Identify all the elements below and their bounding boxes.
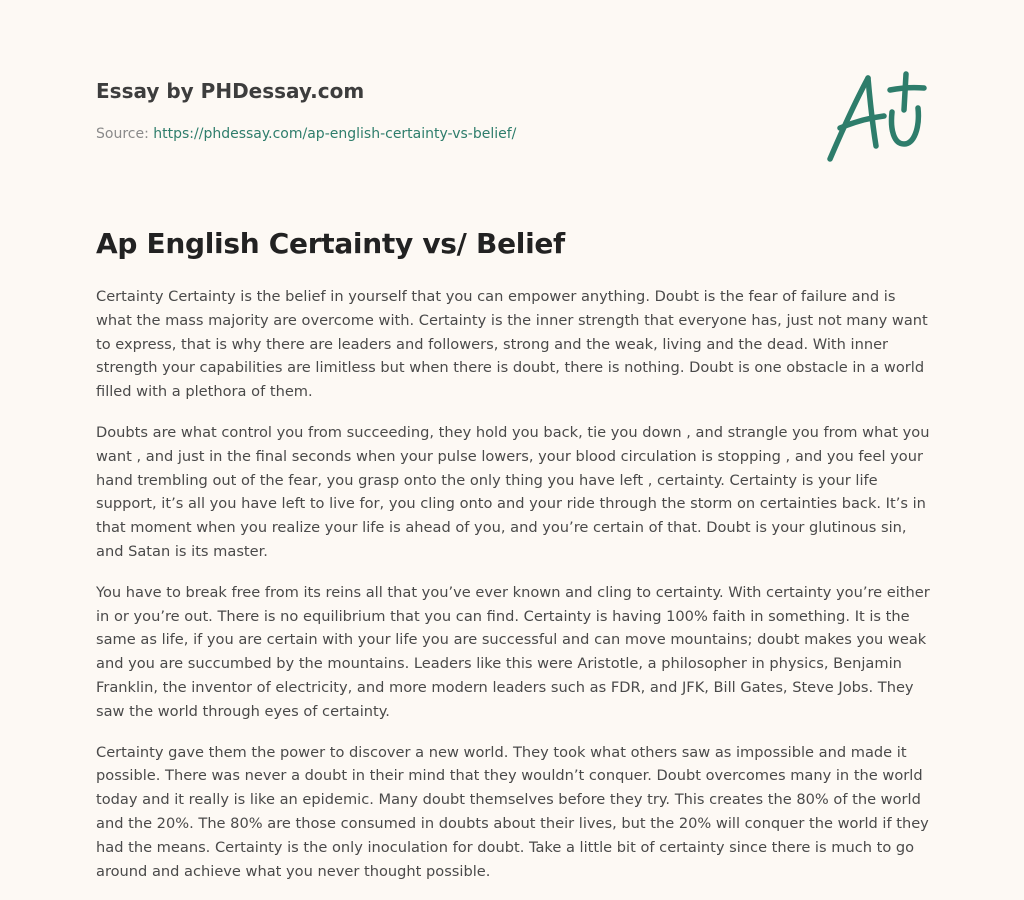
a-plus-logo-icon <box>820 66 930 166</box>
essay-title: Ap English Certainty vs/ Belief <box>96 227 565 260</box>
essay-body <box>96 285 932 900</box>
source-label: Source: <box>96 126 154 142</box>
essay-paragraph: Certainty gave them the power to discover a new world. They took what others saw as impossible and made it possible. There was never a doubt in their mind that they wouldn’t conquer. Doubt overcomes many in the world today and it really is like an epidemic. Many doubt themselves before they try. This creates the 80% of the world and the 20%. The 80% are those consumed in doubts about their lives, but the 20% will conquer the world if they had the means. Certainty is the only inoculation for doubt. Take a little bit of certainty since there is much to go around and achieve what you never thought possible. <box>96 743 929 880</box>
source-link[interactable]: https://phdessay.com/ap-english-certainty-vs-belief/ <box>153 126 517 142</box>
source-line <box>96 125 796 143</box>
essay-paragraph: You have to break free from its reins all that you’ve ever known and cling to certainty. With certainty you’re either in or you’re out. There is no equilibrium that you can find. Certainty is having 100% faith in something. It is the same as life, if you are certain with your life you are successful and can move mountains; doubt makes you weak and you are succumbed by the mountains. Leaders like this were Aristotle, a philosopher in physics, Benjamin Franklin, the inventor of electricity, and more modern leaders such as FDR, and JFK, Bill Gates, Steve Jobs. They saw the world through eyes of certainty. <box>96 583 930 720</box>
essay-paragraph: Doubts are what control you from succeeding, they hold you back, tie you down , and strangle you from what you want , and just in the final seconds when your pulse lowers, your blood circulation is stopping , and you feel your hand trembling out of the fear, you grasp onto the only thing you have left , certainty. Certainty is your life support, it’s all you have left to live for, you cling onto and your ride through the storm on certainties back. It’s in that moment when you realize your life is ahead of you, and you’re certain of that. Doubt is your glutinous sin, and Satan is its master. <box>96 423 930 560</box>
essay-paragraph: Certainty Certainty is the belief in yourself that you can empower anything. Doubt is the fear of failure and is what the mass majority are overcome with. Certainty is the inner strength that everyone has, just not many want to express, that is why there are leaders and followers, strong and the weak, living and the dead. With inner strength your capabilities are limitless but when there is doubt, there is nothing. Doubt is one obstacle in a world filled with a plethora of them. <box>96 288 928 401</box>
brand-title: Essay by PHDessay.com <box>96 79 365 103</box>
header <box>96 78 796 143</box>
